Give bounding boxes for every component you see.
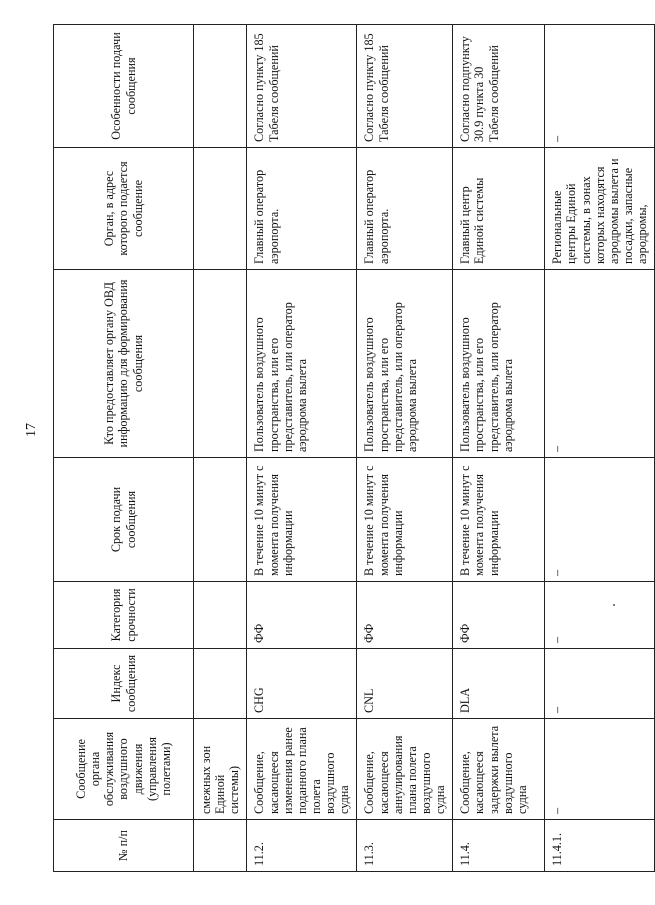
row-message: Сообщение, касающееся аннулирования плана полета воздушного судна [357, 719, 453, 820]
row-urgency: ФФ [247, 582, 357, 649]
row-recipient: Региональные центры Единой системы, в зонах которых находятся аэродромы вылета и посадки, запасные аэродромы, [545, 148, 655, 270]
row-deadline: – [545, 458, 655, 582]
row-features: Согласно подпункту 30.9 пункта 30 Табеля сообщений [453, 25, 545, 148]
header-index: Индекс сообщения [54, 649, 194, 719]
row-provider: Пользователь воздушного пространства, или его представитель, или оператор аэродрома вылета [357, 270, 453, 458]
row-provider: Пользователь воздушного пространства, или его представитель, или оператор аэродрома вылета [453, 270, 545, 458]
cell-empty [194, 270, 247, 458]
table-row [453, 25, 545, 872]
cell-empty [194, 649, 247, 719]
row-features: Согласно пункту 185 Табеля сообщений [357, 25, 453, 148]
continuation-row [194, 25, 247, 872]
row-message: Сообщение, касающееся изменения ранее поданного плана полета воздушного судна [247, 719, 357, 820]
cell-empty [194, 148, 247, 270]
header-row [54, 25, 194, 872]
row-num: 11.4.1. [545, 820, 655, 872]
header-provider: Кто предоставляет органу ОВД информацию для формирования сообщения [54, 270, 194, 458]
page-number: 17 [24, 423, 39, 437]
header-recipient: Орган, в адрес которого подается сообщение [54, 148, 194, 270]
continuation-text: смежных зон Единой системы) [194, 719, 247, 820]
cell-empty [194, 820, 247, 872]
cell-empty [194, 25, 247, 148]
table-row [247, 25, 357, 872]
row-provider: Пользователь воздушного пространства, или его представитель, или оператор аэродрома вылета [247, 270, 357, 458]
row-num: 11.3. [357, 820, 453, 872]
messages-table [53, 24, 655, 872]
row-deadline: В течение 10 минут с момента получения информации [357, 458, 453, 582]
row-index: CNL [357, 649, 453, 719]
row-index: DLA [453, 649, 545, 719]
header-features: Особенности подачи сообщения [54, 25, 194, 148]
row-deadline: В течение 10 минут с момента получения информации [247, 458, 357, 582]
row-features: Согласно пункту 185 Табеля сообщений [247, 25, 357, 148]
header-urgency: Категория срочности [54, 582, 194, 649]
table-row [545, 25, 655, 872]
header-message: Сообщение органа обслуживания воздушного движения (управления полетами) [54, 719, 194, 820]
row-urgency: – [545, 582, 655, 649]
row-urgency: ФФ [357, 582, 453, 649]
cell-empty [194, 458, 247, 582]
rotated-table-wrapper [53, 25, 650, 872]
row-index: – [545, 649, 655, 719]
row-recipient: Главный оператор аэропорта. [247, 148, 357, 270]
header-num: № п/п [54, 820, 194, 872]
header-deadline: Срок подачи сообщения [54, 458, 194, 582]
row-features: – [545, 25, 655, 148]
row-recipient: Главный центр Единой системы [453, 148, 545, 270]
table-row [357, 25, 453, 872]
row-provider: – [545, 270, 655, 458]
cell-empty [194, 582, 247, 649]
row-num: 11.2. [247, 820, 357, 872]
row-message: – [545, 719, 655, 820]
row-recipient: Главный оператор аэропорта. [357, 148, 453, 270]
row-index: CHG [247, 649, 357, 719]
row-message: Сообщение, касающееся задержки вылета воздушного судна [453, 719, 545, 820]
row-urgency: ФФ [453, 582, 545, 649]
row-num: 11.4. [453, 820, 545, 872]
row-deadline: В течение 10 минут с момента получения информации [453, 458, 545, 582]
